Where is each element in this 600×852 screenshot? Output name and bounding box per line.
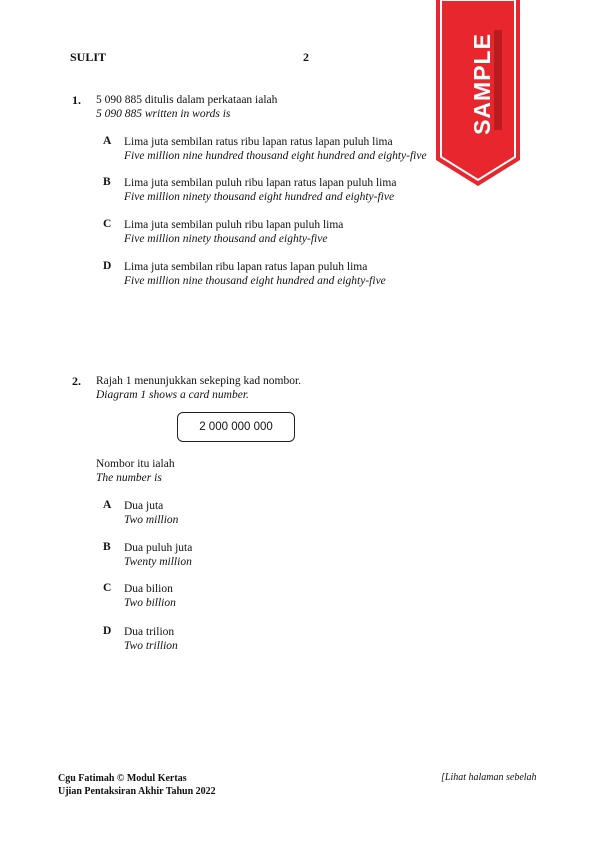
q2-sub-en: The number is bbox=[96, 472, 162, 484]
q2-option-d-letter[interactable]: D bbox=[103, 625, 112, 637]
q2-option-c-ms: Dua bilion bbox=[124, 583, 173, 595]
q1-option-a-letter[interactable]: A bbox=[103, 135, 112, 147]
footer-next-page: [Lihat halaman sebelah bbox=[441, 772, 537, 783]
q2-option-d-en: Two trillion bbox=[124, 640, 178, 652]
sample-watermark-ribbon bbox=[434, 0, 522, 186]
q1-option-a-ms: Lima juta sembilan ratus ribu lapan ratus lapan puluh lima bbox=[124, 136, 393, 148]
q2-stem-en: Diagram 1 shows a card number. bbox=[96, 389, 249, 401]
q2-option-c-en: Two billion bbox=[124, 597, 176, 609]
q2-option-b-letter[interactable]: B bbox=[103, 541, 111, 553]
number-card-value: 2 000 000 000 bbox=[199, 421, 273, 433]
q1-option-c-letter[interactable]: C bbox=[103, 218, 112, 230]
q2-number: 2. bbox=[72, 374, 81, 388]
q1-option-b-letter[interactable]: B bbox=[103, 176, 111, 188]
q2-option-b-ms: Dua puluh juta bbox=[124, 542, 193, 554]
q1-option-d-ms: Lima juta sembilan ribu lapan ratus lapan puluh lima bbox=[124, 261, 368, 273]
q1-option-d-en: Five million nine thousand eight hundred and eighty-five bbox=[124, 275, 386, 287]
q2-option-a-letter[interactable]: A bbox=[103, 499, 112, 511]
header-label: SULIT bbox=[70, 50, 107, 64]
page-number: 2 bbox=[303, 50, 309, 64]
q1-stem-en: 5 090 885 written in words is bbox=[96, 108, 231, 120]
q2-option-a-en: Two million bbox=[124, 514, 179, 526]
q2-sub-ms: Nombor itu ialah bbox=[96, 458, 175, 470]
q2-option-b-en: Twenty million bbox=[124, 556, 192, 568]
ribbon-tagline-bar bbox=[494, 30, 502, 130]
q2-stem-ms: Rajah 1 menunjukkan sekeping kad nombor. bbox=[96, 375, 302, 387]
q2-option-d-ms: Dua trilion bbox=[124, 626, 175, 638]
q2-option-a-ms: Dua juta bbox=[124, 500, 164, 512]
number-card bbox=[177, 412, 295, 442]
q2-option-c-letter[interactable]: C bbox=[103, 582, 112, 594]
q1-option-c-ms: Lima juta sembilan puluh ribu lapan puluh lima bbox=[124, 219, 344, 231]
q1-option-a-en: Five million nine hundred thousand eight hundred and eighty-five bbox=[124, 150, 427, 162]
footer-exam-title: Ujian Pentaksiran Akhir Tahun 2022 bbox=[58, 786, 216, 797]
q1-number: 1. bbox=[72, 93, 81, 107]
footer-credit: Cgu Fatimah © Modul Kertas bbox=[58, 773, 187, 784]
q1-option-d-letter[interactable]: D bbox=[103, 260, 112, 272]
q1-stem-ms: 5 090 885 ditulis dalam perkataan ialah bbox=[96, 94, 278, 106]
q1-option-b-en: Five million ninety thousand eight hundred and eighty-five bbox=[124, 191, 395, 203]
sample-watermark-text: SAMPLE bbox=[469, 33, 496, 135]
q1-option-c-en: Five million ninety thousand and eighty-five bbox=[124, 233, 328, 245]
q1-option-b-ms: Lima juta sembilan puluh ribu lapan ratus lapan puluh lima bbox=[124, 177, 397, 189]
